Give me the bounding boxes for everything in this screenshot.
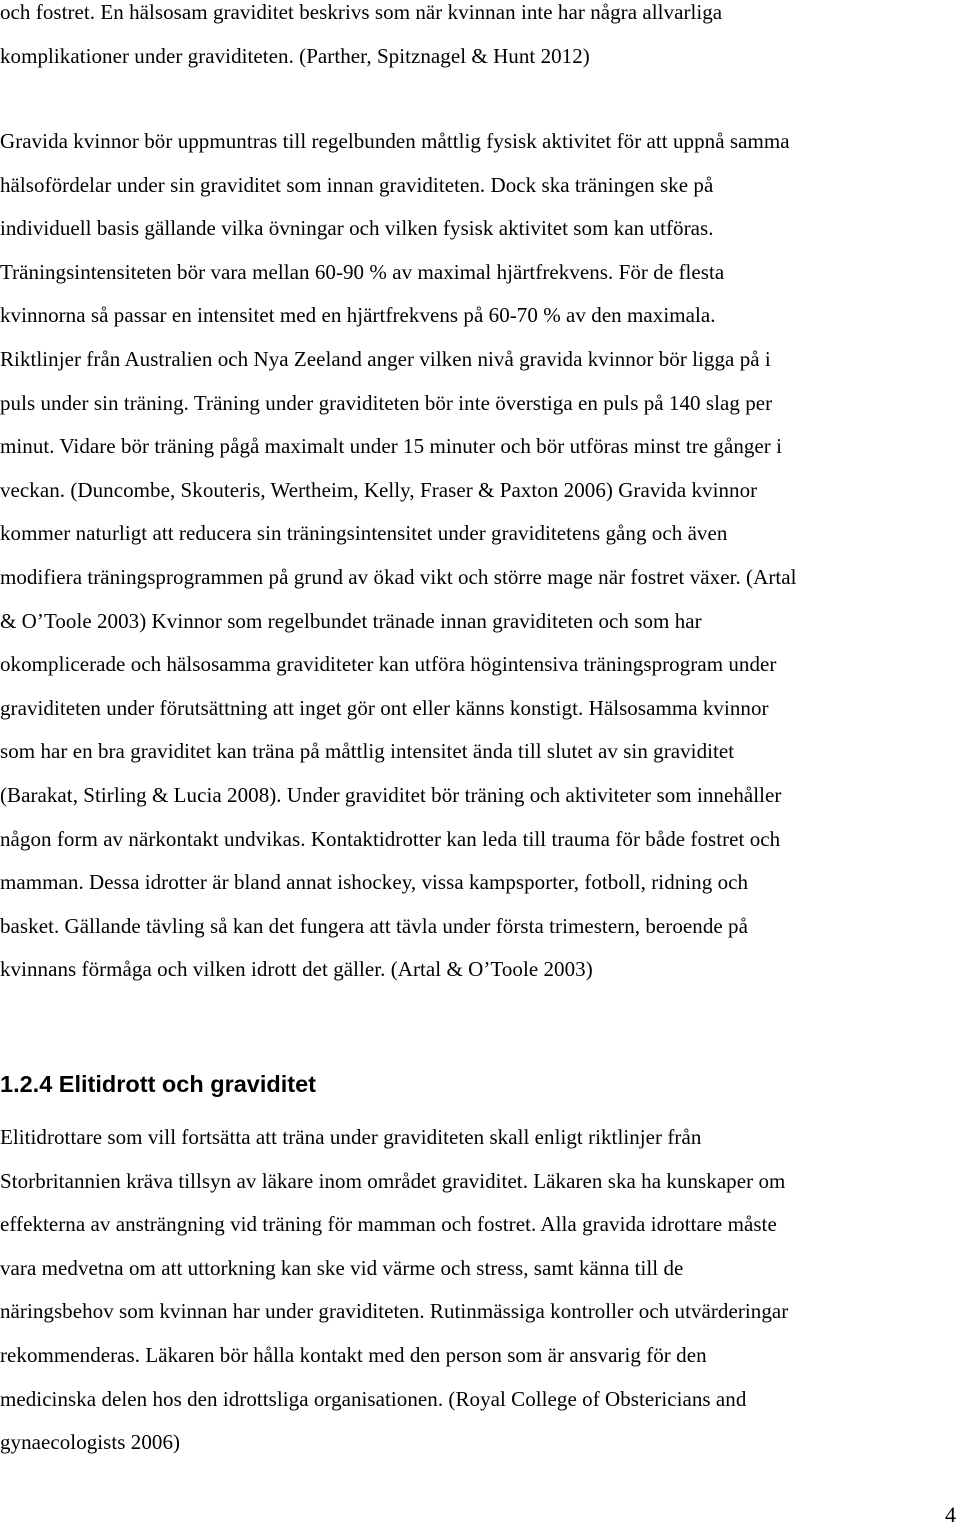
text-line: någon form av närkontakt undvikas. Kontaktidrotter kan leda till trauma för både fostret och xyxy=(0,826,781,851)
paragraph-elite-athletes xyxy=(0,1116,788,1465)
paragraph-intro-continuation xyxy=(0,0,722,78)
text-line: okomplicerade och hälsosamma graviditeter kan utföra högintensiva träningsprogram under xyxy=(0,652,777,677)
text-line: minut. Vidare bör träning pågå maximalt under 15 minuter och bör utföras minst tre gånger i xyxy=(0,434,783,459)
text-line: Gravida kvinnor bör uppmuntras till regelbunden måttlig fysisk aktivitet för att uppnå samma xyxy=(0,129,790,153)
text-line: basket. Gällande tävling så kan det fungera att tävla under första trimestern, beroende på xyxy=(0,913,748,938)
paragraph-physical-activity xyxy=(0,120,797,992)
section-heading: 1.2.4 Elitidrott och graviditet xyxy=(0,1071,316,1097)
text-line: Storbritannien kräva tillsyn av läkare inom området graviditet. Läkaren ska ha kunskaper om xyxy=(0,1168,786,1193)
text-line: hälsofördelar under sin graviditet som innan graviditeten. Dock ska träningen ske på xyxy=(0,172,714,197)
text-line: kvinnorna så passar en intensitet med en hjärtfrekvens på 60-70 % av den maximala. xyxy=(0,303,716,328)
text-line: och fostret. En hälsosam graviditet beskrivs som när kvinnan inte har några allvarliga xyxy=(0,0,723,24)
text-line: komplikationer under graviditeten. (Parther, Spitznagel & Hunt 2012) xyxy=(0,43,590,68)
text-line: & O’Toole 2003) Kvinnor som regelbundet tränade innan graviditeten och som har xyxy=(0,608,702,633)
text-line: modifiera träningsprogrammen på grund av ökad vikt och större mage när fostret växer. (Artal xyxy=(0,564,797,589)
page-number: 4 xyxy=(945,1502,956,1527)
text-line: som har en bra graviditet kan träna på måttlig intensitet ända till slutet av sin graviditet xyxy=(0,739,735,764)
text-line: graviditeten under förutsättning att inget gör ont eller känns konstigt. Hälsosamma kvinnor xyxy=(0,695,769,720)
text-line: vara medvetna om att uttorkning kan ske vid värme och stress, samt känna till de xyxy=(0,1255,684,1280)
text-line: effekterna av ansträngning vid träning för mamman och fostret. Alla gravida idrottare måste xyxy=(0,1212,777,1237)
text-line: kommer naturligt att reducera sin träningsintensitet under graviditetens gång och även xyxy=(0,521,728,546)
text-line: Elitidrottare som vill fortsätta att träna under graviditeten skall enligt riktlinjer från xyxy=(0,1125,702,1149)
text-line: Riktlinjer från Australien och Nya Zeeland anger vilken nivå gravida kvinnor bör ligga på i xyxy=(0,346,771,371)
text-line: kvinnans förmåga och vilken idrott det gäller. (Artal & O’Toole 2003) xyxy=(0,957,593,982)
text-line: veckan. (Duncombe, Skouteris, Wertheim, Kelly, Fraser & Paxton 2006) Gravida kvinnor xyxy=(0,477,758,502)
text-line: (Barakat, Stirling & Lucia 2008). Under graviditet bör träning och aktiviteter som innehåller xyxy=(0,782,782,807)
text-line: individuell basis gällande vilka övningar och vilken fysisk aktivitet som kan utföras. xyxy=(0,216,714,241)
text-line: medicinska delen hos den idrottsliga organisationen. (Royal College of Obstericians and xyxy=(0,1386,747,1411)
text-line: rekommenderas. Läkaren bör hålla kontakt med den person som är ansvarig för den xyxy=(0,1342,707,1367)
text-line: näringsbehov som kvinnan har under graviditeten. Rutinmässiga kontroller och utvärderingar xyxy=(0,1299,789,1324)
text-line: puls under sin träning. Träning under graviditeten bör inte överstiga en puls på 140 slag per xyxy=(0,390,773,415)
text-line: gynaecologists 2006) xyxy=(0,1430,181,1455)
text-line: Träningsintensiteten bör vara mellan 60-90 % av maximal hjärtfrekvens. För de flesta xyxy=(0,259,725,284)
text-line: mamman. Dessa idrotter är bland annat ishockey, vissa kampsporter, fotboll, ridning och xyxy=(0,870,749,895)
